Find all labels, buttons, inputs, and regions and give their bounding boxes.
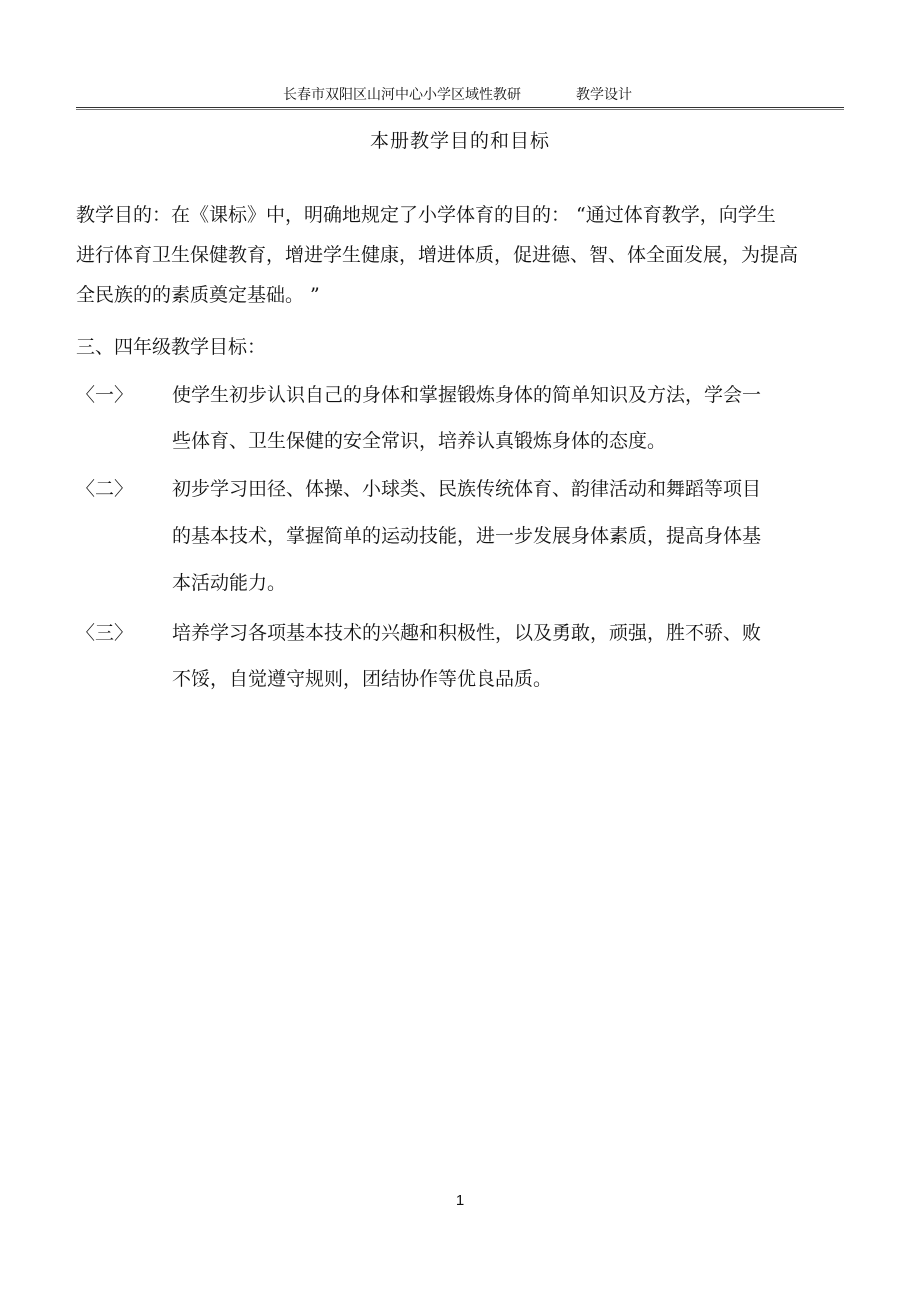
goal-marker: 〈三〉 (76, 622, 134, 644)
goal-line: 使学生初步认识自己的身体和掌握锻炼身体的简单知识及方法，学会一 (172, 384, 762, 406)
goal-line: 些体育、卫生保健的安全常识，培养认真锻炼身体的态度。 (172, 430, 667, 452)
document-title: 本册教学目的和目标 (369, 130, 550, 152)
purpose-line: 全民族的的素质奠定基础。 ” (76, 284, 320, 306)
purpose-line: 教学目的：在《课标》中，明确地规定了小学体育的目的： “通过体育教学，向学生 (76, 204, 776, 226)
header-rule-secondary (76, 109, 844, 110)
section-heading: 三、四年级教学目标： (76, 336, 267, 358)
goal-marker: 〈一〉 (76, 384, 134, 406)
goal-line: 培养学习各项基本技术的兴趣和积极性，以及勇敢，顽强，胜不骄、败 (172, 622, 762, 644)
page-number: 1 (455, 1192, 465, 1209)
goal-marker: 〈二〉 (76, 478, 134, 500)
goal-line: 的基本技术，掌握简单的运动技能，进一步发展身体素质，提高身体基 (172, 525, 762, 547)
header-rule (76, 107, 844, 108)
purpose-line: 进行体育卫生保健教育，增进学生健康，增进体质，促进德、智、体全面发展，为提高 (76, 244, 799, 266)
goal-line: 初步学习田径、体操、小球类、民族传统体育、韵律活动和舞蹈等项目 (172, 478, 762, 500)
page-header (76, 80, 844, 106)
header-school-name: 长春市双阳区山河中心小学区域性教研 (283, 87, 521, 103)
header-doc-type: 教学设计 (576, 87, 632, 103)
goal-line: 本活动能力。 (172, 572, 287, 594)
goal-line: 不馁，自觉遵守规则，团结协作等优良品质。 (172, 668, 553, 690)
